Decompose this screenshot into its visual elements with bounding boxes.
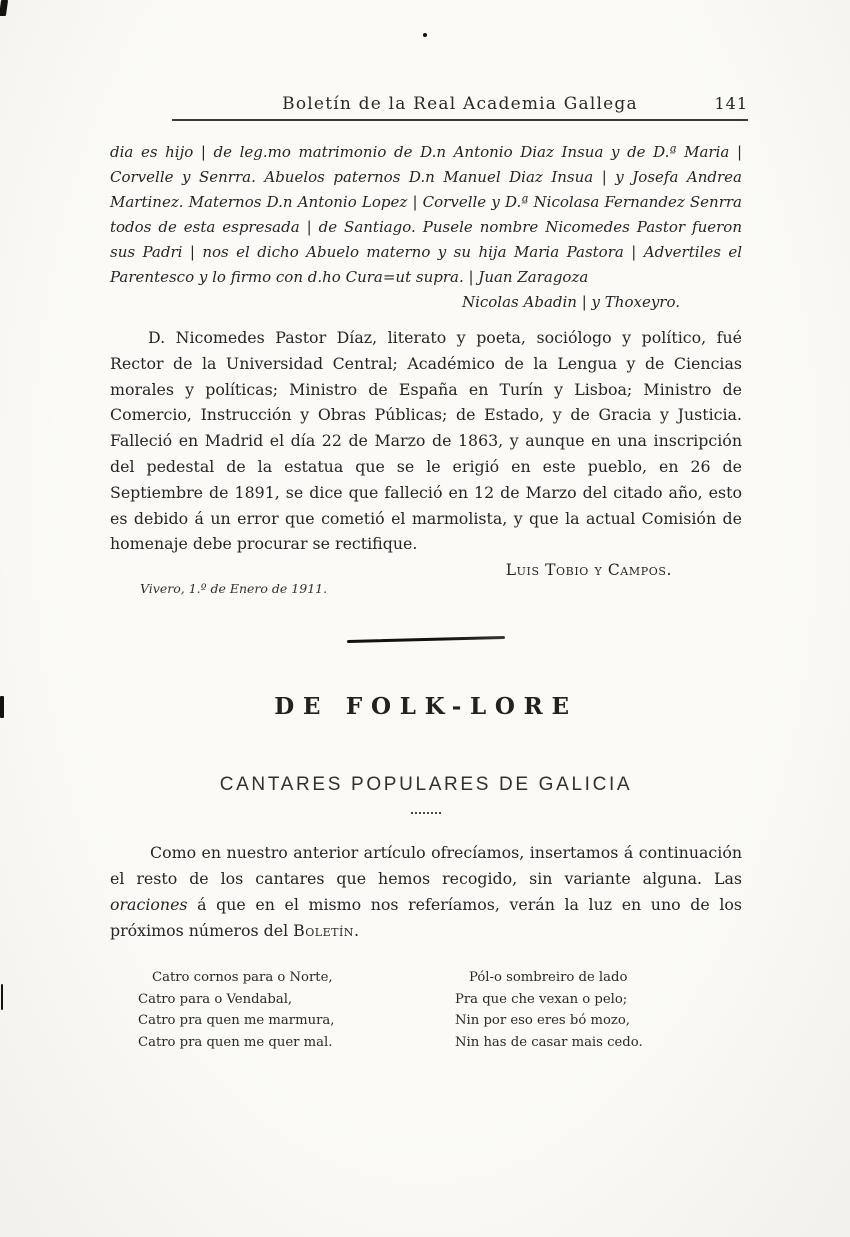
title-ornament-divider <box>411 812 441 814</box>
intro-text-part3: . <box>353 920 359 940</box>
intro-paragraph <box>110 840 742 943</box>
page-content <box>110 140 742 1053</box>
verse-line: Nin por eso eres bó mozo, <box>455 1013 630 1029</box>
page-number: 141 <box>714 94 748 113</box>
section-heading: DE FOLK-LORE <box>274 693 578 721</box>
verse-line: Catro pra quen me marmura, <box>138 1013 335 1029</box>
article-paragraph: D. Nicomedes Pastor Díaz, literato y poeta, sociólogo y político, fué Rector de la Universidad Central; Académico de la Lengua y de Ciencias morales y políticas; Ministro de España en Turín y Lisboa; Ministro de Comercio, Instrucción y Obras Públicas; de Estado, y de Gracia y Justicia. Falleció en Madrid el día 22 de Marzo de 1863, y aunque en una inscripción del pedestal de la estatua que se le erigió en este pueblo, en 26 de Septiembre de 1891, se dice que falleció en 12 de Marzo del citado año, esto es debido á un error que cometió el marmolista, y que la actual Comisión de homenaje debe procurar se rectifique. <box>110 328 742 554</box>
page-header <box>172 94 748 121</box>
verse-line: Catro cornos para o Norte, <box>152 970 333 986</box>
verse-columns <box>110 967 742 1053</box>
verse-line: Catro para o Vendabal, <box>138 991 293 1007</box>
scan-artifact <box>1 984 3 1010</box>
scan-artifact <box>0 696 4 718</box>
verse-line: Pra que che vexan o pelo; <box>455 991 628 1007</box>
verse-column-left <box>110 967 440 1053</box>
scan-artifact <box>423 33 427 37</box>
verse-line: Pól-o sombreiro de lado <box>469 970 628 986</box>
article-title: CANTARES POPULARES DE GALICIA <box>219 774 633 796</box>
verse-line: Nin has de casar mais cedo. <box>455 1034 643 1050</box>
author-signature: Luis Tobio y Campos. <box>505 561 672 580</box>
intro-italic-word: oraciones <box>110 894 188 914</box>
verse-line: Catro pra quen me quer mal. <box>138 1034 333 1050</box>
intro-smallcaps-word: Boletín <box>293 920 354 940</box>
baptism-transcription: dia es hijo | de leg.mo matrimonio de D.n Antonio Diaz Insua y de D.ª Maria | Corvelle y Senrra. Abuelos paternos D.n Manuel Diaz Insua | y Josefa Andrea Martinez. Maternos D.n Antonio Lopez | Corvelle y D.ª Nicolasa Fernandez Senrra todos de esta espresada | de Santiago. Pusele nombre Nicomedes Pastor fueron sus Padri | nos el dicho Abuelo materno y su hija Maria Pastora | Advertiles el Parentesco y lo firmo con d.ho Cura=ut supra. | Juan Zaragoza <box>110 143 742 286</box>
intro-text-part2: á que en el mismo nos referíamos, verán la luz en uno de los próximos números del <box>110 894 742 940</box>
section-divider-rule <box>347 636 505 643</box>
transcription-signature: Nicolas Abadin | y Thoxeyro. <box>461 293 680 311</box>
intro-text-part1: Como en nuestro anterior artículo ofrecíamos, insertamos á continuación el resto de los cantares que hemos recogido, sin variante alguna. Las <box>110 843 742 888</box>
journal-title: Boletín de la Real Academia Gallega <box>282 94 638 114</box>
dateline: Vivero, 1.º de Enero de 1911. <box>140 581 328 597</box>
scan-artifact <box>0 0 8 16</box>
verse-column-right <box>440 967 742 1053</box>
